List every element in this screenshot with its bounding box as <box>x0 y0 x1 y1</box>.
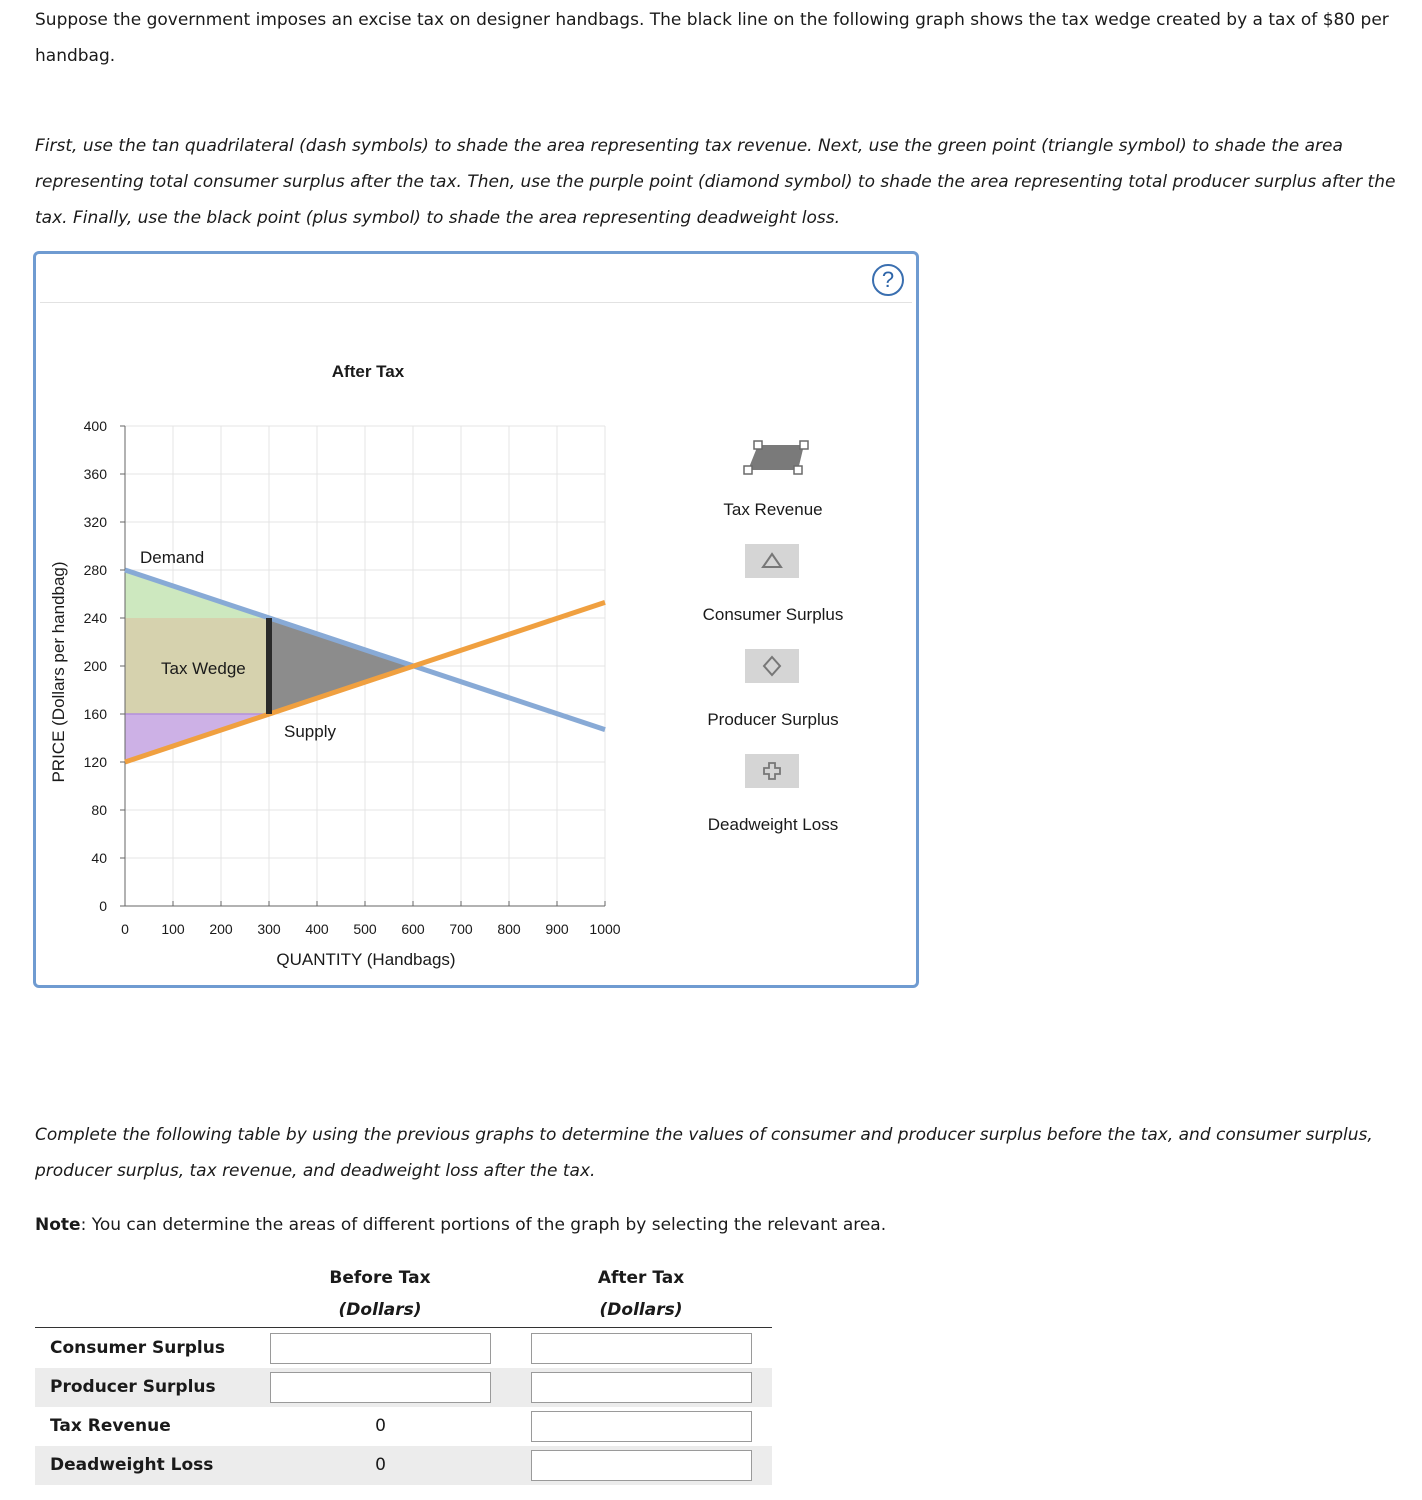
deadweight-loss-region <box>269 618 413 714</box>
x-tick-label: 700 <box>449 921 473 937</box>
consumer-surplus-before-input[interactable] <box>270 1333 491 1364</box>
chart-title: After Tax <box>331 362 405 381</box>
x-tick-label: 200 <box>209 921 233 937</box>
producer-surplus-tool-label: Producer Surplus <box>707 710 839 729</box>
deadweight-loss-before-value: 0 <box>375 1455 386 1475</box>
y-tick-label: 320 <box>83 514 107 530</box>
plus-icon <box>745 754 799 788</box>
triangle-icon <box>745 544 799 578</box>
table-instructions-paragraph: Complete the following table by using the previous graphs to determine the values of consumer and producer surplus before the tax, and consumer surplus, producer surplus, tax revenue, and deadweight loss after the tax. <box>35 1125 1373 1181</box>
x-tick-label: 800 <box>497 921 521 937</box>
table-row-deadweight-loss <box>35 1446 772 1485</box>
y-tick-label: 40 <box>91 850 107 866</box>
row-label: Consumer Surplus <box>50 1338 225 1358</box>
table-row-tax-revenue <box>35 1407 772 1446</box>
x-tick-label: 600 <box>401 921 425 937</box>
y-tick-label: 200 <box>83 658 107 674</box>
x-axis-label: QUANTITY (Handbags) <box>276 950 456 969</box>
note-text: : You can determine the areas of different portions of the graph by selecting the relevant area. <box>80 1215 887 1235</box>
y-tick-label: 360 <box>83 466 107 482</box>
y-tick-label: 160 <box>83 706 107 722</box>
y-axis-label: PRICE (Dollars per handbag) <box>49 561 68 783</box>
producer-surplus-before-input[interactable] <box>270 1372 491 1403</box>
table-header-divider <box>35 1327 772 1328</box>
surplus-table <box>35 1262 772 1484</box>
row-label: Deadweight Loss <box>50 1455 214 1475</box>
y-tick-label: 0 <box>99 898 107 914</box>
producer-surplus-after-input[interactable] <box>531 1372 752 1403</box>
tax-revenue-before-value: 0 <box>375 1416 386 1436</box>
row-label: Producer Surplus <box>50 1377 216 1397</box>
column-header-after-tax: After Tax (Dollars) <box>597 1268 685 1320</box>
note-paragraph <box>35 1207 1405 1243</box>
y-tick-label: 400 <box>83 418 107 434</box>
deadweight-loss-after-input[interactable] <box>531 1450 752 1481</box>
table-row-consumer-surplus <box>35 1329 772 1368</box>
tax-wedge-label: Tax Wedge <box>161 659 246 678</box>
demand-curve-label: Demand <box>140 548 205 567</box>
graph-panel <box>33 251 919 988</box>
y-tick-label: 120 <box>83 754 107 770</box>
tax-revenue-after-input[interactable] <box>531 1411 752 1442</box>
consumer-surplus-after-input[interactable] <box>531 1333 752 1364</box>
table-row-producer-surplus <box>35 1368 772 1407</box>
x-tick-label: 300 <box>257 921 281 937</box>
deadweight-loss-tool-button[interactable] <box>745 754 799 788</box>
x-tick-label: 400 <box>305 921 329 937</box>
x-tick-label: 100 <box>161 921 185 937</box>
y-tick-label: 80 <box>91 802 107 818</box>
x-tick-label: 500 <box>353 921 377 937</box>
diamond-icon <box>745 649 799 683</box>
x-tick-label: 1000 <box>589 921 621 937</box>
instructions-paragraph: First, use the tan quadrilateral (dash symbols) to shade the area representing tax revenue. Next, use the green point (triangle symbol) to shade the area representing total consumer surplus after the tax. Then, use the purple point (diamond symbol) to shade the area representing total producer surplus after the tax. Finally, use the black point (plus symbol) to shade the area representing deadweight loss. <box>35 136 1396 228</box>
column-header-before-tax: Before Tax (Dollars) <box>329 1268 431 1320</box>
supply-curve-label: Supply <box>284 722 336 741</box>
tax-revenue-tool-label: Tax Revenue <box>723 500 823 519</box>
tan-quadrilateral-icon[interactable] <box>740 440 810 478</box>
consumer-surplus-tool-button[interactable] <box>745 544 799 578</box>
y-tick-label: 240 <box>83 610 107 626</box>
intro-paragraph: Suppose the government imposes an excise tax on designer handbags. The black line on the following graph shows the tax wedge created by a tax of $80 per handbag. <box>35 10 1389 66</box>
help-icon[interactable]: ? <box>872 264 904 296</box>
consumer-surplus-tool-label: Consumer Surplus <box>702 605 844 624</box>
note-label: Note <box>35 1215 81 1235</box>
row-label: Tax Revenue <box>50 1416 171 1436</box>
deadweight-loss-tool-label: Deadweight Loss <box>707 815 839 834</box>
y-tick-label: 280 <box>83 562 107 578</box>
x-tick-label: 900 <box>545 921 569 937</box>
producer-surplus-tool-button[interactable] <box>745 649 799 683</box>
x-tick-label: 0 <box>121 921 129 937</box>
